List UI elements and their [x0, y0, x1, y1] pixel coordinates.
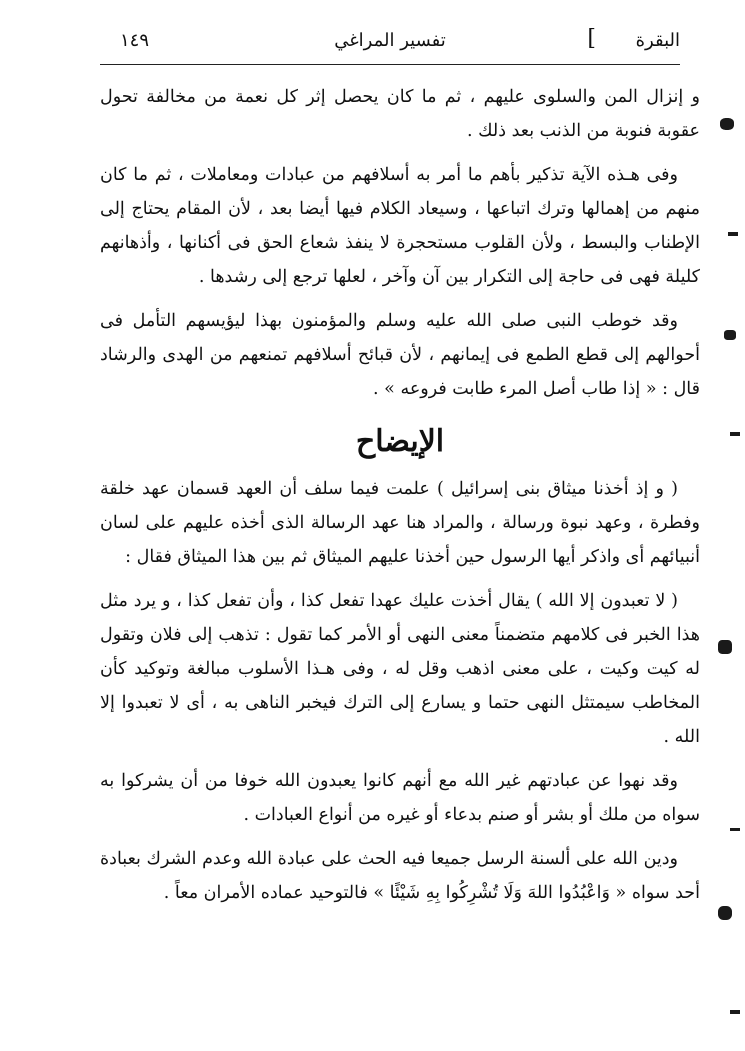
- paragraph-worship-only-god: ( لا تعبدون إلا الله ) يقال أخذت عليك عهدا تفعل كذا ، وأن تفعل كذا ، و يرد مثل هذا الخبر فى كلامهم متضمناً معنى النهى أو الأمر كما تقول : تذهب إلى فلان وتقول له كيت وكيت ، على معنى اذهب وقل له ، وفى هـذا الأسلوب مبالغة وتوكيد كأن المخاطب سيمتثل النهى حتما و يسارع إلى الترك فيخبر الناهى به ، أى لا تعبدوا إلا الله .: [100, 591, 700, 747]
- header-rule: [100, 64, 680, 65]
- scan-mark: [730, 432, 740, 436]
- scan-mark: [724, 330, 736, 340]
- scan-mark: [730, 828, 740, 831]
- header-book-title: تفسير المراغي: [334, 30, 446, 51]
- paragraph-religion-of-god: ودين الله على ألسنة الرسل جميعا فيه الحث على عبادة الله وعدم الشرك بعبادة أحد سواه « وَاعْبُدُوا اللهَ وَلَا تُشْرِكُوا بِهِ شَيْئًا » فالتوحيد عماده الأمران معاً .: [100, 849, 700, 903]
- scan-mark: [718, 640, 732, 654]
- page-number: ١٤٩: [120, 30, 150, 51]
- scan-mark: [728, 232, 738, 236]
- paragraph-prohibition: وقد نهوا عن عبادتهم غير الله مع أنهم كانوا يعبدون الله خوفا من أن يشركوا به سواه من ملك أو بشر أو صنم بدعاء أو غيره من أنواع العبادات .: [100, 771, 700, 825]
- running-header: [100, 28, 680, 62]
- scan-mark: [730, 1010, 740, 1014]
- header-surah-name: البقرة: [635, 30, 680, 51]
- scan-mark: [720, 118, 734, 130]
- paragraph-continuation: و إنزال المن والسلوى عليهم ، ثم ما كان يحصل إثر كل نعمة من مخالفة تحول عقوبة فنوبة من الذنب بعد ذلك .: [100, 87, 700, 141]
- page-body: [100, 80, 700, 920]
- paragraph-verse-reminder: وفى هـذه الآية تذكير بأهم ما أمر به أسلافهم من عبادات ومعاملات ، ثم ما كان منهم من إهمالها وترك اتباعها ، وسيعاد الكلام فيها أيضا بعد ، لأن المقام يحتاج إلى الإطناب والبسط ، ولأن القلوب مستحجرة لا ينفذ شعاع الحق فى أكنانها ، وأذهانهم كليلة فهى فى حاجة إلى التكرار بين آن وآخر ، لعلها ترجع إلى رشدها .: [100, 165, 700, 287]
- paragraph-address: وقد خوطب النبى صلى الله عليه وسلم والمؤمنون بهذا ليؤيسهم التأمل فى أحوالهم إلى قطع الطمع فى إيمانهم ، لأن قبائح أسلافهم تمنعهم من الهدى والرشاد قال : « إذا طاب أصل المرء طابت فروعه » .: [100, 311, 700, 399]
- section-title: الإيضاح: [355, 424, 445, 459]
- header-bracket: ]: [587, 26, 596, 51]
- paragraph-covenant: ( و إذ أخذنا ميثاق بنى إسرائيل ) علمت فيما سلف أن العهد قسمان عهد خلقة وفطرة ، وعهد نبوة ورسالة ، والمراد هنا عهد الرسالة الذى أخذه عليهم على لسان أنبيائهم أى واذكر أيها الرسول حين أخذنا عليهم الميثاق ثم بين هذا الميثاق فقال :: [100, 479, 700, 567]
- scan-mark: [718, 906, 732, 920]
